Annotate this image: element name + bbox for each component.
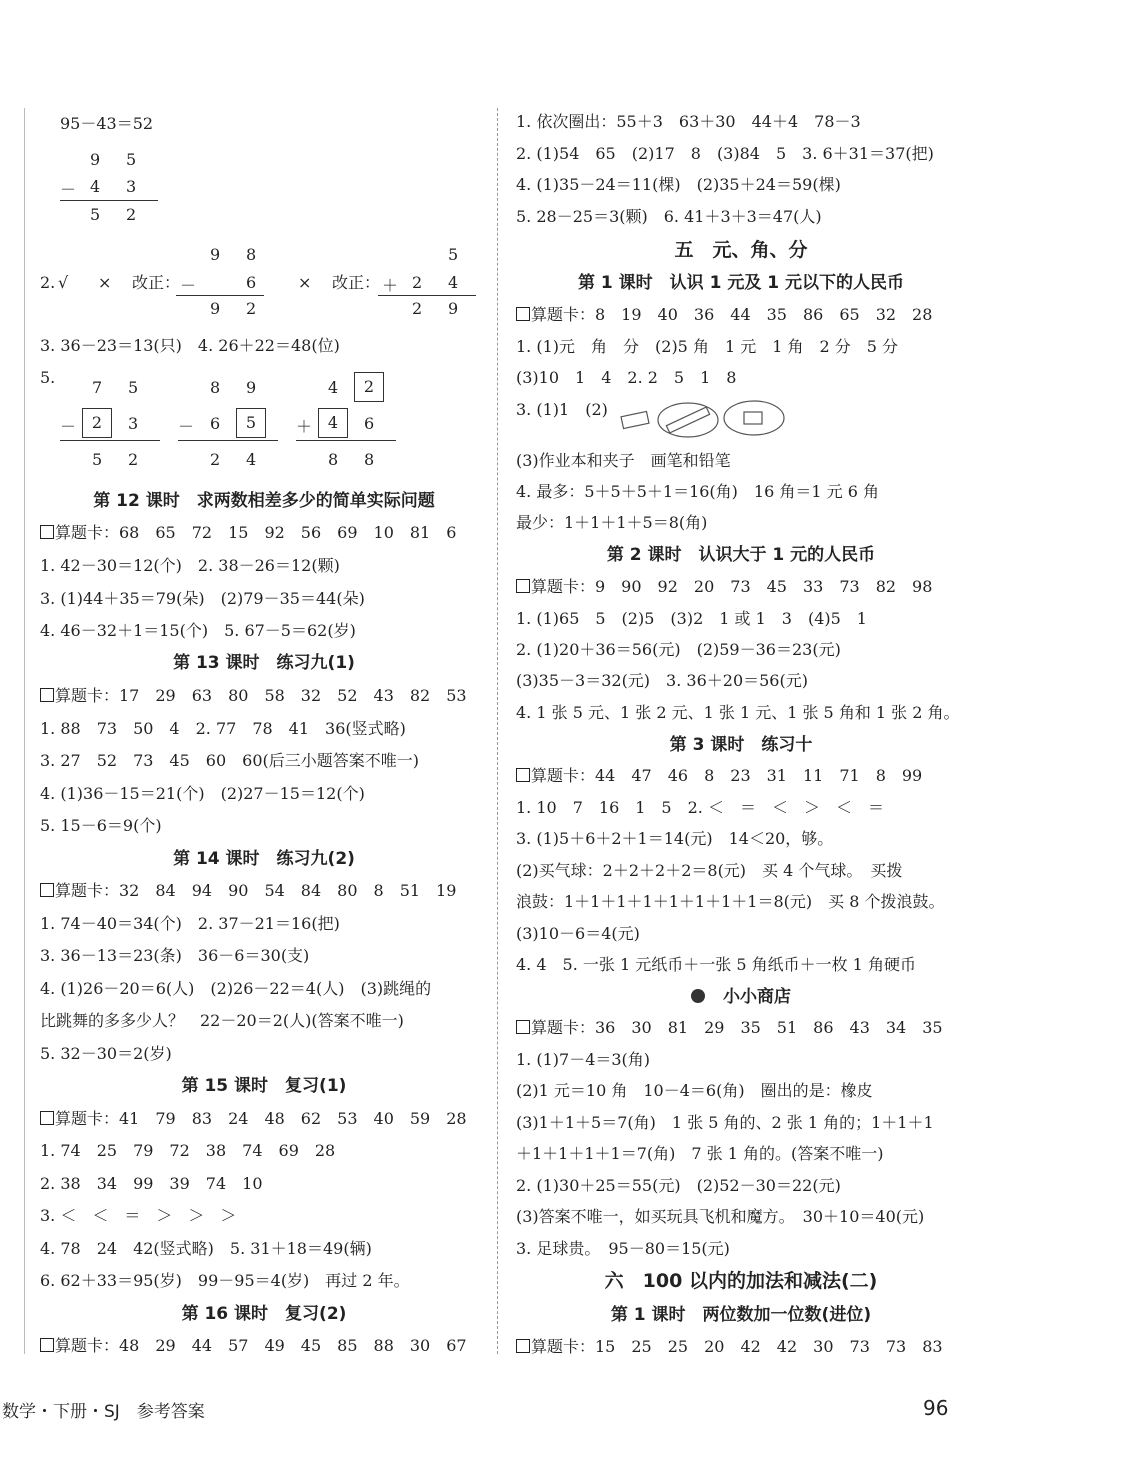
sum-line	[60, 440, 160, 441]
answer-line: 3. ＜ ＜ ＝ ＞ ＞ ＞	[40, 1206, 237, 1225]
answer-line: (2)1 元＝10 角 10－4＝6(角) 圈出的是：橡皮	[516, 1081, 873, 1100]
answer-box: 2	[82, 408, 112, 438]
answer-line: 5. 15－6＝9(个)	[40, 816, 162, 835]
stationery-illustration	[616, 400, 796, 440]
digit: 8	[246, 245, 257, 264]
calc-card-text: 算题卡：44 47 46 8 23 31 11 71 8 99	[531, 766, 923, 785]
answer-line: (3)10 1 4 2. 2 5 1 8	[516, 368, 737, 387]
eraser-icon	[621, 411, 649, 428]
calc-card	[516, 577, 932, 597]
answer-line: (3)1＋1＋5＝7(角) 1 张 5 角的、2 张 1 角的；1＋1＋1	[516, 1113, 934, 1132]
digit: 2	[210, 450, 221, 469]
lesson-heading: 第 13 课时 练习九(1)	[173, 653, 355, 673]
sharpener-icon	[724, 401, 784, 435]
lesson-heading: 第 14 课时 练习九(2)	[173, 849, 355, 869]
vertical-calc	[60, 378, 160, 470]
calc-card	[40, 881, 456, 901]
checkbox-icon	[516, 579, 530, 593]
digit: 9	[210, 245, 221, 264]
calc-card	[40, 523, 456, 543]
checkbox-icon	[40, 688, 54, 702]
correction-label: 改正：	[132, 273, 181, 292]
answer-line: 6. 62＋33＝95(岁) 99－95＝4(岁) 再过 2 年。	[40, 1271, 410, 1290]
answer-line: 5. 28－25＝3(颗) 6. 41＋3＋3＝47(人)	[516, 207, 822, 226]
lesson-heading: 第 1 课时 认识 1 元及 1 元以下的人民币	[578, 273, 904, 293]
vertical-calc	[296, 378, 396, 470]
answer-line: 比跳舞的多多少人？ 22－20＝2(人)(答案不唯一)	[40, 1011, 404, 1030]
answer-line: 4. (1)26－20＝6(人) (2)26－22＝4(人) (3)跳绳的	[40, 979, 432, 998]
operator: －	[60, 180, 77, 199]
digit: 4	[328, 378, 339, 397]
answer-line: 2. (1)20＋36＝56(元) (2)59－36＝23(元)	[516, 640, 841, 659]
answer-line: 1. 74－40＝34(个) 2. 37－21＝16(把)	[40, 914, 340, 933]
digit: 5	[92, 450, 103, 469]
answer-line: 4. 最多：5＋5＋5＋1＝16(角) 16 角＝1 元 6 角	[516, 482, 879, 501]
digit: 5	[128, 378, 139, 397]
digit: 9	[90, 150, 101, 169]
lesson-heading: 第 1 课时 两位数加一位数(进位)	[610, 1305, 872, 1325]
item-label: 5.	[40, 368, 56, 387]
operator: ＋	[296, 417, 313, 436]
check-mark: √	[58, 273, 69, 292]
digit: 2	[412, 299, 423, 318]
answer-line: 1. 74 25 79 72 38 74 69 28	[40, 1141, 336, 1160]
section-title: 小小商店	[723, 987, 791, 1007]
checkbox-icon	[40, 1338, 54, 1352]
digit: 2	[128, 450, 139, 469]
answer-line: (3)35－3＝32(元) 3. 36＋20＝56(元)	[516, 671, 808, 690]
calc-card-text: 算题卡：9 90 92 20 73 45 33 73 82 98	[531, 577, 933, 596]
answer-line: 最少：1＋1＋1＋5＝8(角)	[516, 513, 708, 532]
sum-line	[176, 295, 264, 296]
calc-card-text: 算题卡：17 29 63 80 58 32 52 43 82 53	[55, 686, 467, 705]
calc-card	[40, 686, 467, 706]
sum-line	[378, 295, 476, 296]
digit: 4	[246, 450, 257, 469]
answer-line: 1. 10 7 16 1 5 2. ＜ ＝ ＜ ＞ ＜ ＝	[516, 798, 884, 817]
calc-card	[516, 1337, 943, 1357]
digit: 6	[246, 273, 257, 292]
answer-box: 5	[236, 408, 266, 438]
digit: 3	[126, 177, 137, 196]
answer-line: 2. 38 34 99 39 74 10	[40, 1174, 263, 1193]
calc-card	[40, 1336, 467, 1356]
answer-line: 4. 46－32＋1＝15(个) 5. 67－5＝62(岁)	[40, 621, 356, 640]
checkbox-icon	[516, 1339, 530, 1353]
digit: 7	[92, 378, 103, 397]
item-label: 2.	[40, 273, 56, 292]
digit: 6	[210, 414, 221, 433]
calc-card-text: 算题卡：8 19 40 36 44 35 86 65 32 28	[531, 305, 933, 324]
answer-line: (3)作业本和夹子 画笔和铅笔	[516, 451, 731, 470]
calc-card	[516, 305, 932, 325]
digit: 8	[364, 450, 375, 469]
digit: 5	[90, 205, 101, 224]
column-divider	[497, 108, 498, 1354]
answer-line: 浪鼓：1＋1＋1＋1＋1＋1＋1＋1＝8(元) 买 8 个拨浪鼓。	[516, 892, 945, 911]
equation: 95－43＝52	[60, 114, 154, 133]
answer-line: 3. (1)1 (2)	[516, 400, 608, 419]
answer-line: 1. 42－30＝12(个) 2. 38－26＝12(颗)	[40, 556, 340, 575]
answer-line: 3. 36－13＝23(条) 36－6＝30(支)	[40, 946, 310, 965]
answer-line: (2)买气球：2＋2＋2＋2＝8(元) 买 4 个气球。 买拨	[516, 861, 903, 880]
calc-card	[40, 1109, 467, 1129]
answer-line: 3. 36－23＝13(只) 4. 26＋22＝48(位)	[40, 336, 340, 355]
answer-line: 1. (1)7－4＝3(角)	[516, 1050, 651, 1069]
footer-title: 数学・下册・SJ 参考答案	[2, 1402, 205, 1422]
vertical-calc	[176, 245, 266, 325]
sum-line	[178, 440, 278, 441]
digit: 9	[210, 299, 221, 318]
digit: 4	[448, 273, 459, 292]
calc-card	[516, 1018, 943, 1038]
calc-card	[516, 766, 922, 786]
calc-card-text: 算题卡：48 29 44 57 49 45 85 88 30 67	[55, 1336, 467, 1355]
digit: 8	[210, 378, 221, 397]
answer-box: 4	[318, 408, 348, 438]
vertical-calc	[178, 378, 278, 470]
checkbox-icon	[40, 1111, 54, 1125]
cross-mark: ×	[298, 273, 312, 292]
answer-line: 2. (1)54 65 (2)17 8 (3)84 5 3. 6＋31＝37(把)	[516, 144, 934, 163]
answer-line: 4. (1)35－24＝11(棵) (2)35＋24＝59(棵)	[516, 175, 841, 194]
unit-heading: 六 100 以内的加法和减法(二)	[604, 1270, 878, 1292]
checkbox-icon	[516, 307, 530, 321]
answer-box: 2	[354, 372, 384, 402]
digit: 4	[90, 177, 101, 196]
answer-line: 4. 78 24 42(竖式略) 5. 31＋18＝49(辆)	[40, 1239, 372, 1258]
operator: －	[60, 417, 77, 436]
answer-line: (3)10－6＝4(元)	[516, 924, 640, 943]
calc-card-text: 算题卡：41 79 83 24 48 62 53 40 59 28	[55, 1109, 467, 1128]
answer-line: 4. 1 张 5 元、1 张 2 元、1 张 1 元、1 张 5 角和 1 张 2 角。	[516, 703, 960, 722]
calc-card-text: 算题卡：32 84 94 90 54 84 80 8 51 19	[55, 881, 457, 900]
answer-line: 3. 足球贵。 95－80＝15(元)	[516, 1239, 730, 1258]
vertical-calc	[378, 245, 478, 325]
page-number: 96	[923, 1396, 949, 1420]
answer-line: 2. (1)30＋25＝55(元) (2)52－30＝22(元)	[516, 1176, 841, 1195]
unit-heading: 五 元、角、分	[674, 239, 808, 261]
digit: 3	[128, 414, 139, 433]
section-heading	[516, 986, 966, 1008]
digit: 2	[246, 299, 257, 318]
digit: 9	[448, 299, 459, 318]
answer-line: 4. (1)36－15＝21(个) (2)27－15＝12(个)	[40, 784, 365, 803]
ruler-icon	[658, 403, 718, 437]
answer-line: 5. 32－30＝2(岁)	[40, 1044, 172, 1063]
operator: －	[178, 417, 195, 436]
operator: ＋	[382, 276, 399, 295]
lesson-heading: 第 2 课时 认识大于 1 元的人民币	[606, 545, 876, 565]
bullet-icon	[691, 989, 705, 1003]
answer-line: 1. (1)元 角 分 (2)5 角 1 元 1 角 2 分 5 分	[516, 337, 899, 356]
answer-line: 3. (1)44＋35＝79(朵) (2)79－35＝44(朵)	[40, 589, 365, 608]
digit: 9	[246, 378, 257, 397]
answer-line: 3. (1)5＋6＋2＋1＝14(元) 14＜20，够。	[516, 829, 834, 848]
checkbox-icon	[40, 883, 54, 897]
sum-line	[60, 200, 158, 201]
operator: －	[180, 276, 197, 295]
vertical-calc	[60, 150, 160, 230]
checkbox-icon	[516, 1020, 530, 1034]
lesson-heading: 第 3 课时 练习十	[669, 735, 813, 755]
left-margin-rule	[24, 108, 25, 1354]
lesson-heading: 第 16 课时 复习(2)	[181, 1304, 347, 1324]
answer-line: 4. 4 5. 一张 1 元纸币＋一张 5 角纸币＋一枚 1 角硬币	[516, 955, 916, 974]
calc-card-text: 算题卡：36 30 81 29 35 51 86 43 34 35	[531, 1018, 943, 1037]
digit: 8	[328, 450, 339, 469]
digit: 5	[448, 245, 459, 264]
checkbox-icon	[516, 768, 530, 782]
lesson-heading: 第 15 课时 复习(1)	[181, 1076, 347, 1096]
cross-mark: ×	[98, 273, 112, 292]
lesson-heading: 第 12 课时 求两数相差多少的简单实际问题	[93, 491, 435, 511]
digit: 2	[126, 205, 137, 224]
sum-line	[296, 440, 396, 441]
digit: 6	[364, 414, 375, 433]
calc-card-text: 算题卡：15 25 25 20 42 42 30 73 73 83	[531, 1337, 943, 1356]
answer-line: 1. 88 73 50 4 2. 77 78 41 36(竖式略)	[40, 719, 406, 738]
answer-line: 1. (1)65 5 (2)5 (3)2 1 或 1 3 (4)5 1	[516, 609, 867, 628]
digit: 5	[126, 150, 137, 169]
answer-line: 3. 27 52 73 45 60 60(后三小题答案不唯一)	[40, 751, 419, 770]
correction-label: 改正：	[332, 273, 381, 292]
answer-line: 1. 依次圈出：55＋3 63＋30 44＋4 78－3	[516, 112, 861, 131]
answer-line: (3)答案不唯一，如买玩具飞机和魔方。 30＋10＝40(元)	[516, 1207, 925, 1226]
calc-card-text: 算题卡：68 65 72 15 92 56 69 10 81 6	[55, 523, 457, 542]
answer-line: ＋1＋1＋1＋1＝7(角) 7 张 1 角的。(答案不唯一)	[516, 1144, 884, 1163]
checkbox-icon	[40, 525, 54, 539]
digit: 2	[412, 273, 423, 292]
